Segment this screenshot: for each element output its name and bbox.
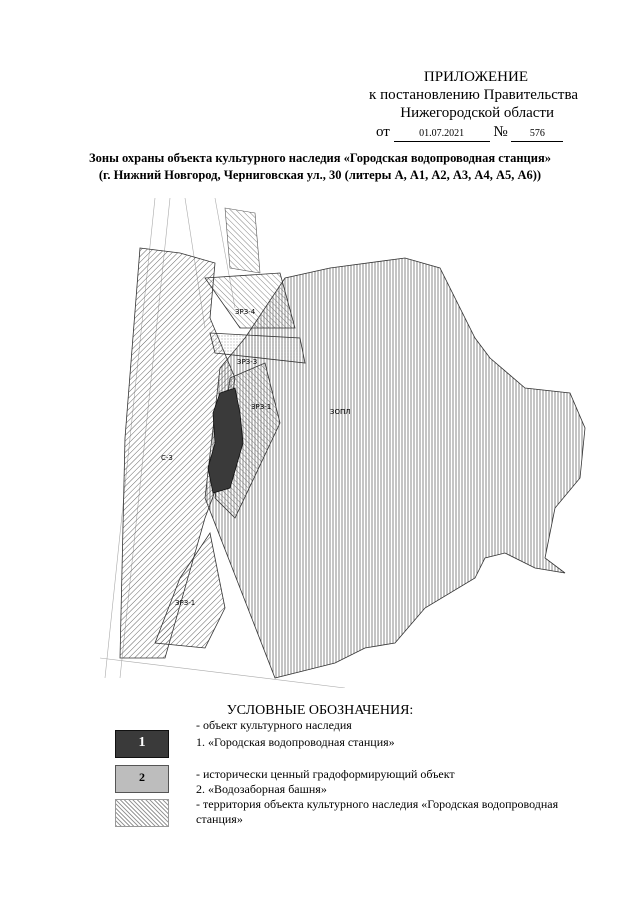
zones-map (95, 188, 615, 688)
appendix-line2: к постановлению Правительства (369, 87, 578, 103)
label-s3: С-3 (161, 454, 173, 462)
number-label: № (493, 124, 508, 140)
legend-swatch-territory (115, 799, 169, 827)
zone-zrz4 (205, 273, 295, 328)
map-title-line1: Зоны охраны объекта культурного наследия «Городская водопроводная станция» (89, 151, 551, 165)
appendix-heading: ПРИЛОЖЕНИЕ (423, 69, 528, 85)
zone-top-strip (225, 208, 260, 273)
label-zopl: ЗОПЛ (330, 408, 351, 416)
legend-swatch-valuable-num: 2 (139, 770, 145, 784)
legend-heading: УСЛОВНЫЕ ОБОЗНАЧЕНИЯ: (226, 703, 414, 718)
map-title-line2: (г. Нижний Новгород, Черниговская ул., 30 (литеры А, А1, А2, А3, А4, А5, А6)) (98, 168, 542, 182)
from-label: от (376, 124, 390, 140)
legend-item2-desc: - исторически ценный градоформирующий объект (196, 767, 455, 781)
label-zrz1-a: ЗРЗ-1 (251, 403, 272, 411)
label-zrz4: ЗРЗ-4 (235, 308, 256, 316)
map-svg (95, 188, 615, 688)
legend-item1-desc: - объект культурного наследия (196, 718, 352, 732)
legend-swatch-object (115, 730, 169, 758)
label-zrz3: ЗРЗ-3 (237, 358, 258, 366)
legend-swatch-valuable (115, 765, 169, 793)
decree-date: 01.07.2021 (394, 127, 490, 142)
legend-swatch-object-num: 1 (138, 735, 146, 750)
legend-item3-desc: - территория объекта культурного наследия «Городская водопроводная (196, 797, 559, 811)
appendix-line3: Нижегородской области (400, 105, 554, 121)
legend-item1-name: 1. «Городская водопроводная станция» (196, 735, 395, 749)
decree-number: 576 (511, 127, 563, 142)
appendix-date-line (376, 123, 563, 142)
label-zrz1-b: ЗРЗ-1 (175, 599, 196, 607)
legend-item3-desc2: станция» (196, 812, 243, 826)
legend-item2-name: 2. «Водозаборная башня» (196, 782, 327, 796)
